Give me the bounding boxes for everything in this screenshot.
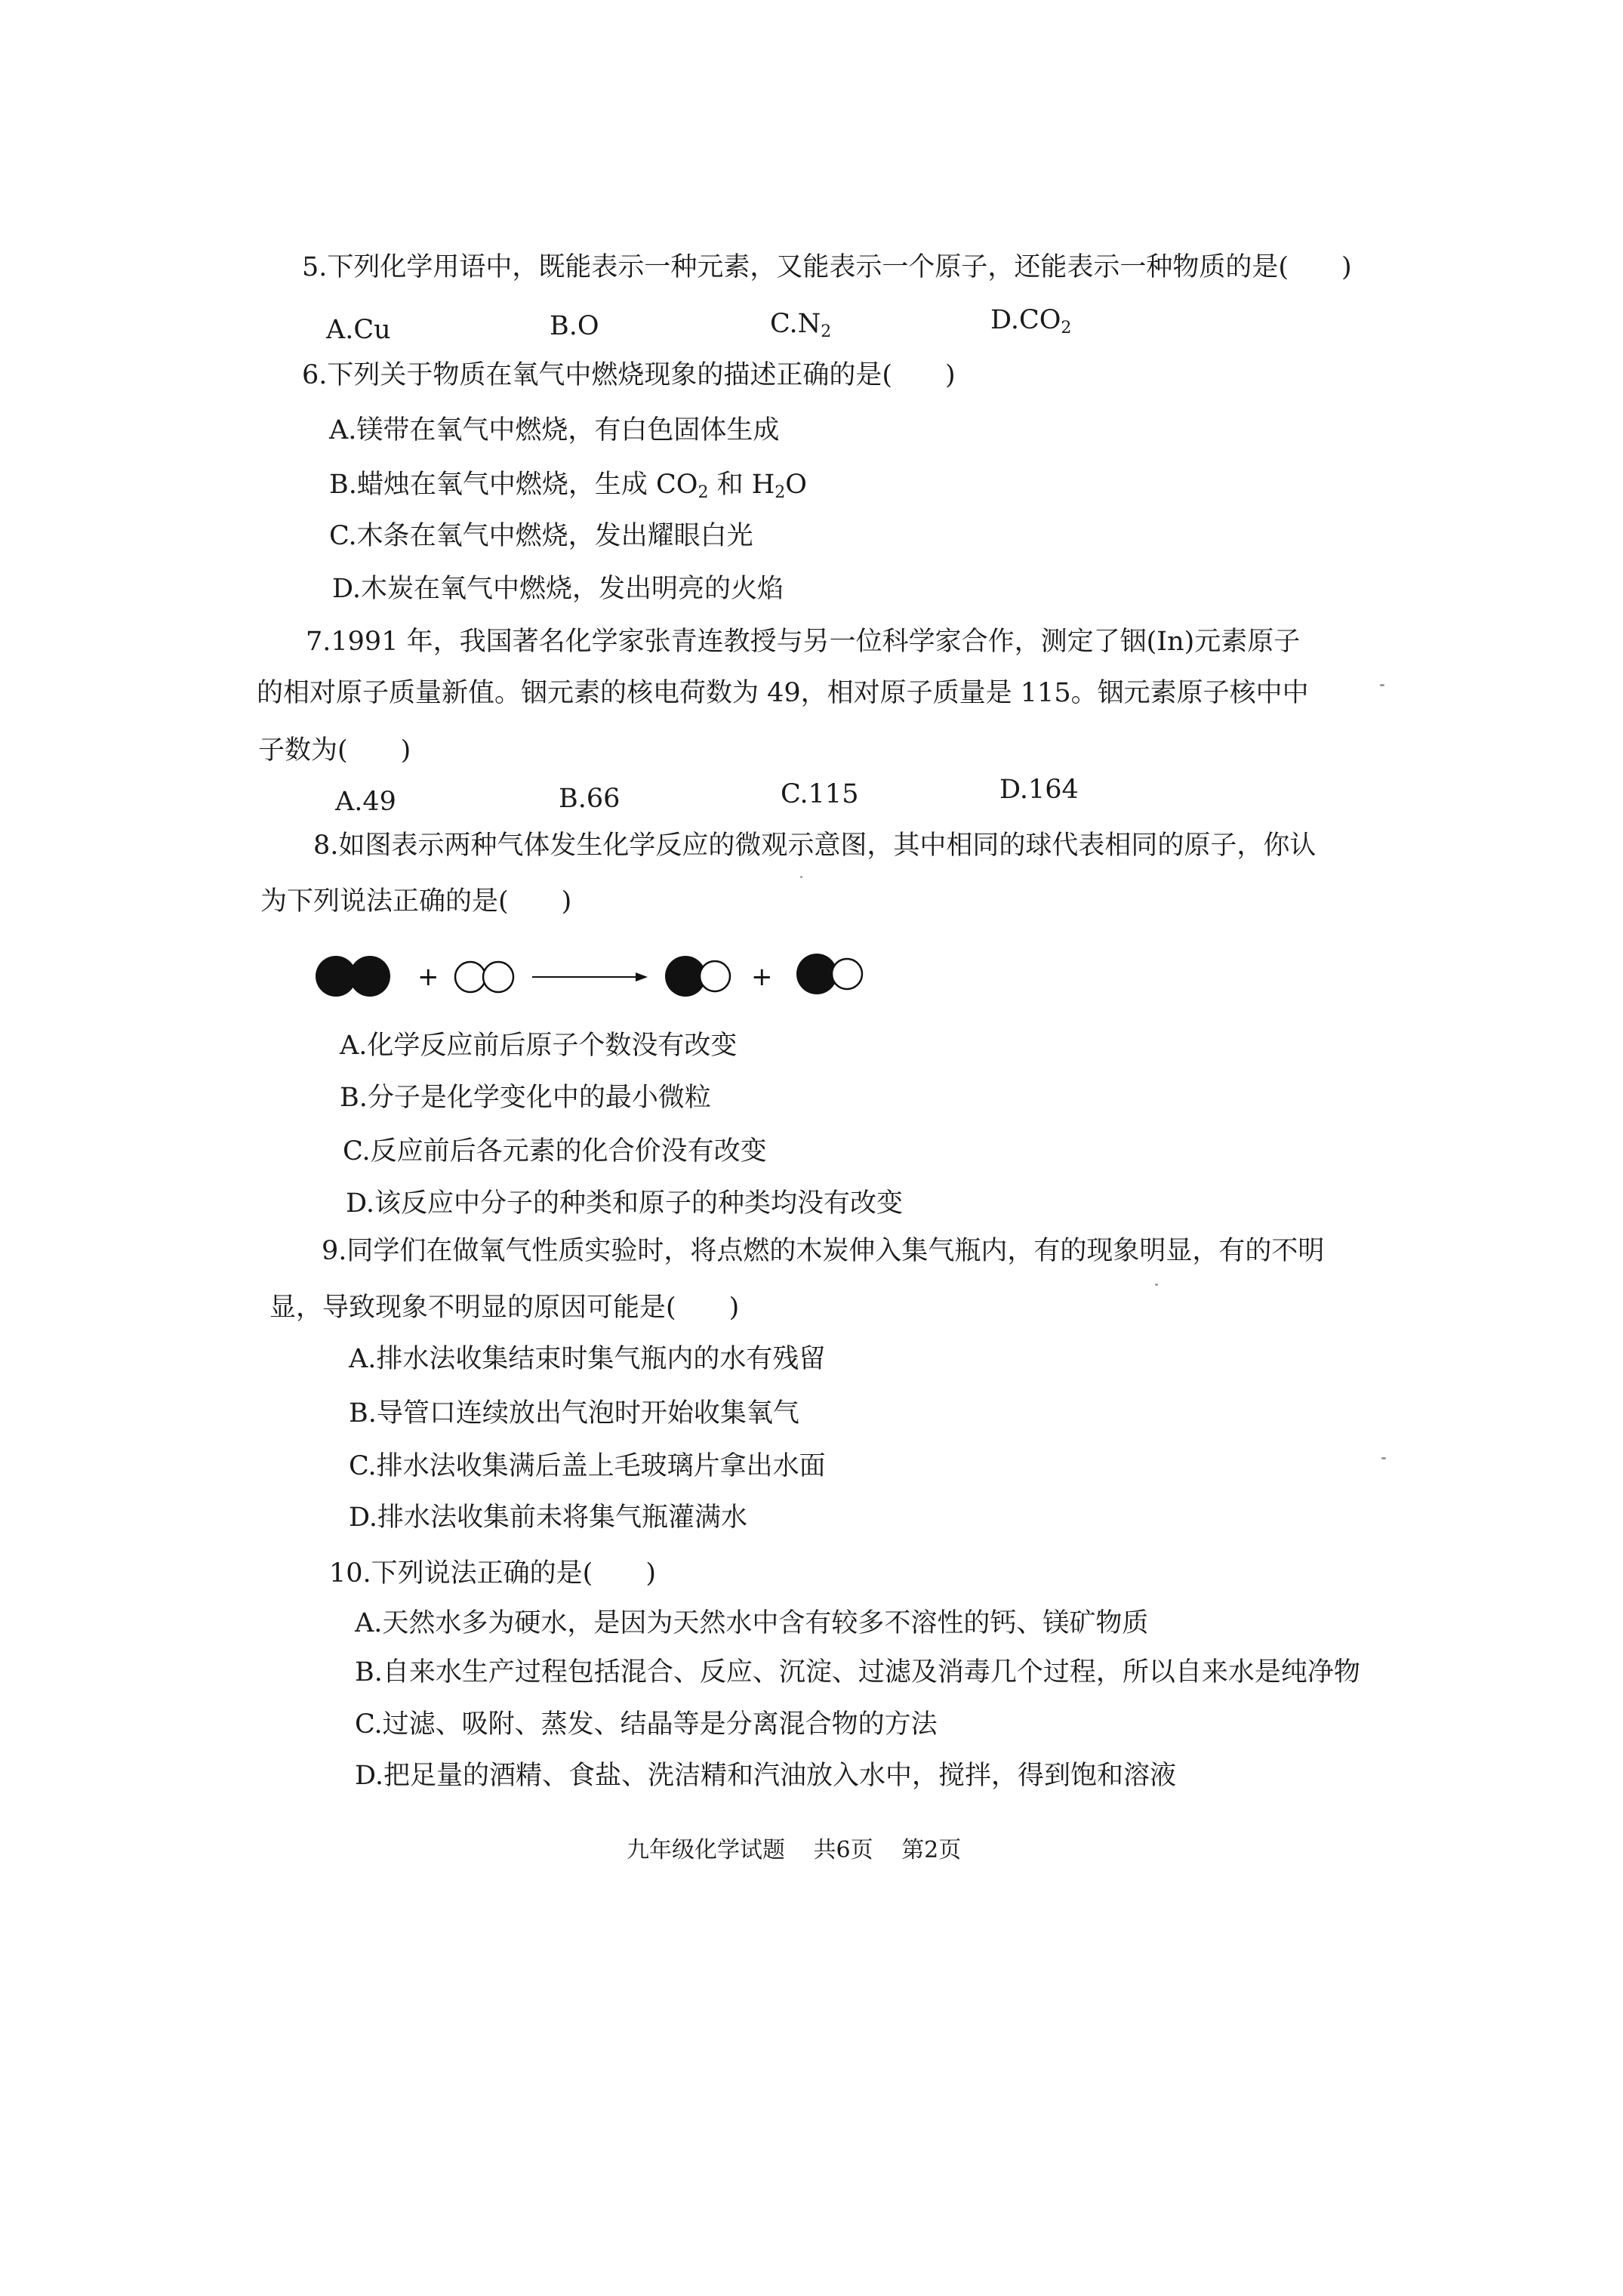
q8-option-a: A.化学反应前后原子个数没有改变: [340, 1031, 738, 1061]
q8-option-c: C.反应前后各元素的化合价没有改变: [343, 1136, 767, 1166]
q10-option-a: A.天然水多为硬水，是因为天然水中含有较多不溶性的钙、镁矿物质: [355, 1608, 1149, 1638]
q5-option-a: A.Cu: [326, 315, 391, 345]
q8-option-b: B.分子是化学变化中的最小微粒: [340, 1083, 711, 1113]
q6-option-a: A.镁带在氧气中燃烧，有白色固体生成: [329, 415, 780, 445]
white-atom: [700, 961, 730, 991]
q7-option-d: D.164: [999, 775, 1079, 805]
page-footer: [627, 1831, 982, 1864]
q5-option-d-sub: 2: [1061, 319, 1072, 337]
q9-line-1: 9.同学们在做氧气性质实验时，将点燃的木炭伸入集气瓶内，有的现象明显，有的不明: [322, 1236, 1325, 1266]
q5-option-c-text: C.N: [770, 309, 821, 339]
q6-option-b-sub2: 2: [775, 483, 786, 502]
q6-option-b-post: O: [785, 470, 807, 500]
white-atom: [455, 962, 485, 992]
q6-option-b-mid: 和 H: [708, 470, 775, 500]
q6-stem: 6.下列关于物质在氧气中燃烧现象的描述正确的是( ): [302, 360, 956, 390]
q5-option-c: [770, 307, 831, 341]
molecule-black-white: [665, 956, 730, 997]
molecule-black-white: [796, 954, 862, 994]
q5-stem: 5.下列化学用语中，既能表示一种元素，又能表示一个原子，还能表示一种物质的是( ): [302, 252, 1352, 282]
q6-option-d: D.木炭在氧气中燃烧，发出明亮的火焰: [332, 574, 784, 604]
black-atom: [350, 956, 390, 997]
plus-sign-2: +: [751, 962, 773, 992]
q6-option-b-sub1: 2: [698, 483, 709, 502]
q10-option-b: B.自来水生产过程包括混合、反应、沉淀、过滤及消毒几个过程，所以自来水是纯净物: [355, 1657, 1360, 1687]
molecule-black-black: [316, 956, 390, 997]
q6-option-b: [329, 468, 807, 501]
q10-option-d: D.把足量的酒精、食盐、洗洁精和汽油放入水中，搅拌，得到饱和溶液: [355, 1761, 1176, 1791]
footer-total-pages: 共6页: [813, 1837, 873, 1863]
footer-subject: 九年级化学试题: [627, 1837, 785, 1863]
q7-option-c: C.115: [781, 779, 859, 809]
q9-option-a: A.排水法收集结束时集气瓶内的水有残留: [349, 1344, 826, 1374]
footer-page-number: 第2页: [901, 1837, 962, 1863]
q7-line-1: 7.1991 年，我国著名化学家张青连教授与另一位科学家合作，测定了铟(In)元素原子: [306, 627, 1301, 657]
q9-option-d: D.排水法收集前未将集气瓶灌满水: [349, 1502, 747, 1533]
scan-speck: [1380, 684, 1384, 686]
q9-line-2: 显，导致现象不明显的原因可能是( ): [269, 1293, 740, 1323]
scan-speck: [1381, 1457, 1386, 1459]
q5-option-c-sub: 2: [821, 322, 832, 341]
q7-option-b: B.66: [559, 784, 621, 814]
q10-option-c: C.过滤、吸附、蒸发、结晶等是分离混合物的方法: [355, 1709, 938, 1740]
q7-option-a: A.49: [335, 787, 396, 817]
q6-option-b-pre: B.蜡烛在氧气中燃烧，生成 CO: [329, 470, 698, 500]
plus-sign-1: +: [417, 962, 439, 992]
q9-option-c: C.排水法收集满后盖上毛玻璃片拿出水面: [349, 1451, 826, 1481]
q5-option-d-text: D.CO: [990, 305, 1061, 335]
q6-option-c: C.木条在氧气中燃烧，发出耀眼白光: [329, 521, 753, 551]
white-atom: [832, 959, 862, 989]
q7-line-3: 子数为( ): [258, 735, 411, 766]
reaction-arrow-icon: [532, 972, 648, 982]
q5-option-b: B.O: [550, 311, 599, 341]
q8-line-2: 为下列说法正确的是( ): [260, 886, 572, 917]
reaction-diagram: [310, 946, 883, 1006]
q5-option-d: [990, 304, 1071, 337]
q7-line-2: 的相对原子质量新值。铟元素的核电荷数为 49，相对原子质量是 115。铟元素原子核中中: [257, 678, 1309, 708]
q10-stem: 10.下列说法正确的是( ): [329, 1558, 656, 1589]
q9-option-b: B.导管口连续放出气泡时开始收集氧气: [349, 1398, 799, 1428]
scan-speck: [1155, 1284, 1158, 1286]
scan-speck: [800, 876, 802, 878]
white-atom: [483, 962, 513, 992]
molecule-white-white: [455, 962, 513, 992]
q8-option-d: D.该反应中分子的种类和原子的种类均没有改变: [346, 1188, 903, 1219]
q8-line-1: 8.如图表示两种气体发生化学反应的微观示意图，其中相同的球代表相同的原子，你认: [313, 831, 1317, 861]
